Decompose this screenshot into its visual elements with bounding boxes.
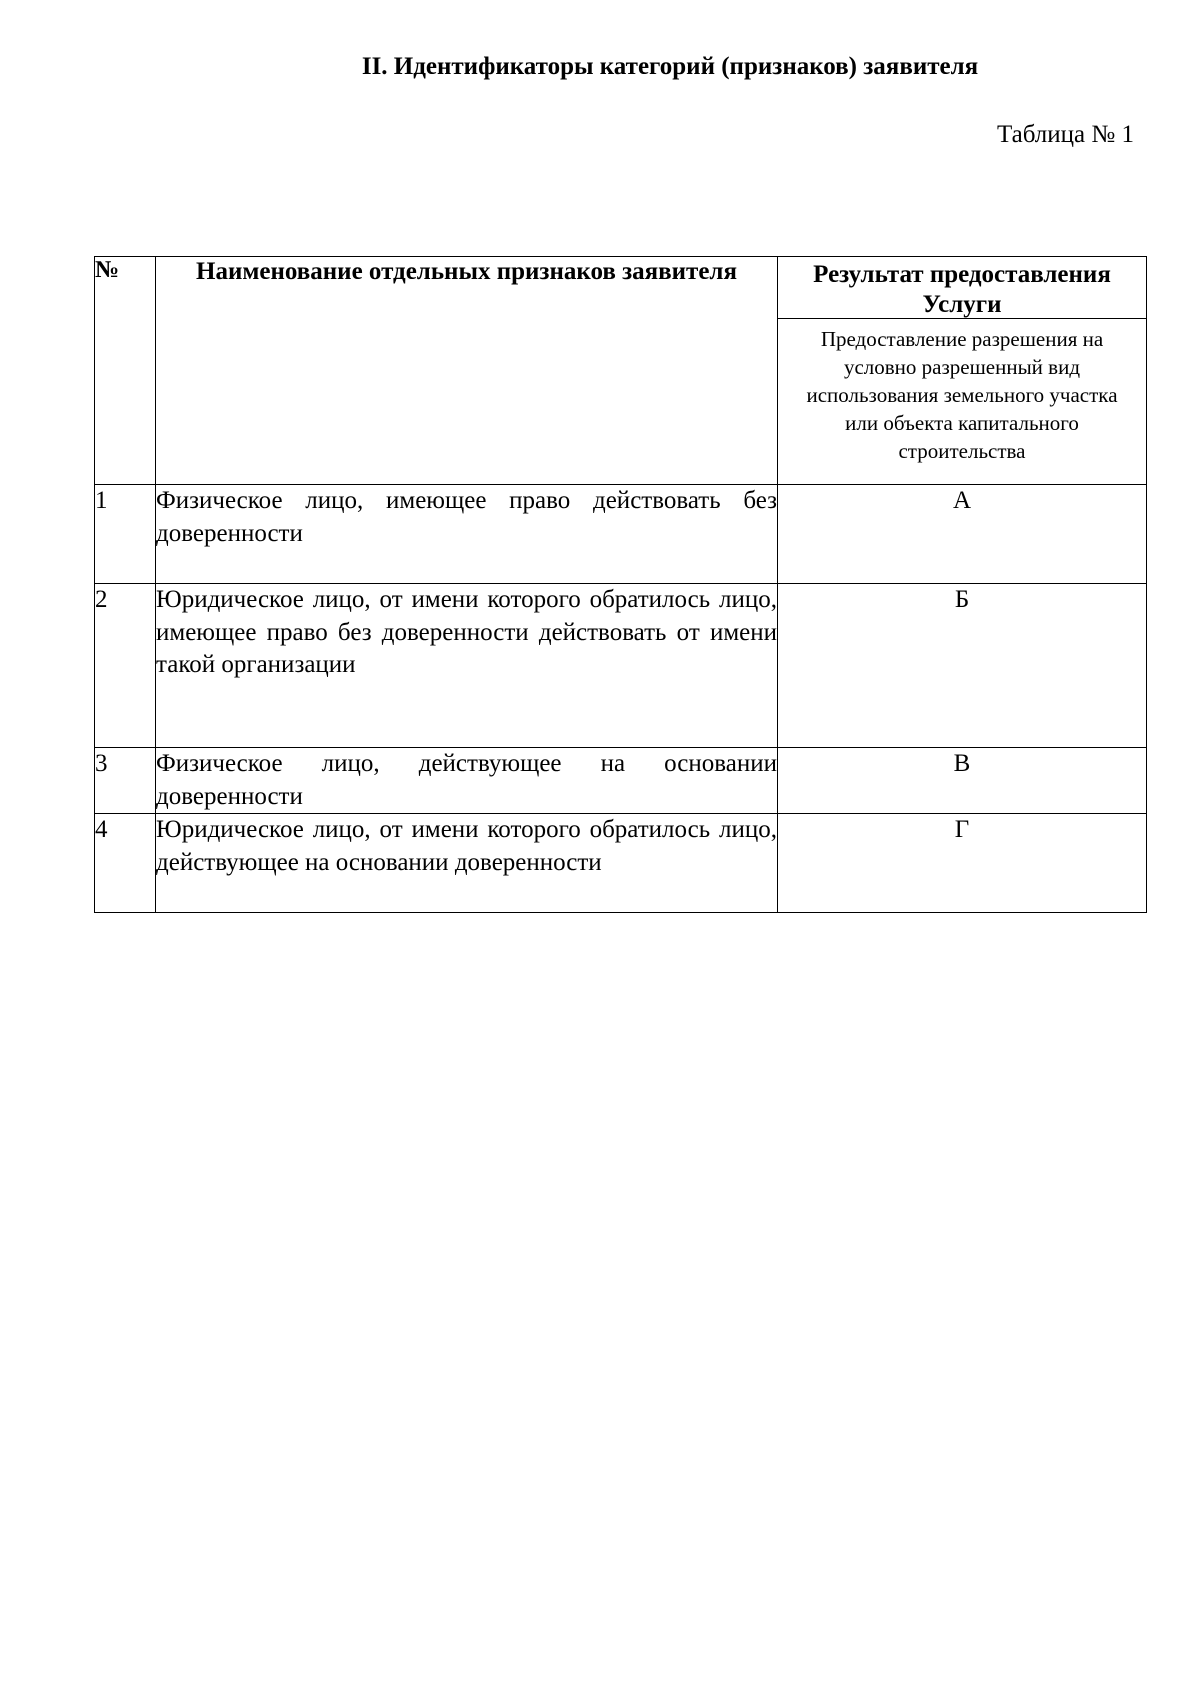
row-name: Физическое лицо, имеющее право действовать без доверенности [156, 485, 778, 584]
row-result: В [778, 748, 1147, 814]
header-number: № [95, 257, 156, 485]
table-row [95, 814, 1147, 913]
header-name-cell [156, 257, 778, 485]
table-row [95, 584, 1147, 748]
header-result: Результат предоставления Услуги [778, 257, 1146, 319]
row-number: 4 [95, 814, 156, 913]
header-result-cell [778, 257, 1147, 485]
row-number: 1 [95, 485, 156, 584]
row-name: Физическое лицо, действующее на основании доверенности [156, 748, 778, 814]
row-result: А [778, 485, 1147, 584]
row-number: 3 [95, 748, 156, 814]
table-header-row [95, 257, 1147, 485]
row-number: 2 [95, 584, 156, 748]
table-row [95, 748, 1147, 814]
header-name: Наименование отдельных признаков заявителя [196, 258, 737, 285]
table-row [95, 485, 1147, 584]
applicant-categories-table [94, 256, 1147, 913]
row-name: Юридическое лицо, от имени которого обратилось лицо, имеющее право без доверенности действовать от имени такой организации [156, 584, 778, 748]
row-name: Юридическое лицо, от имени которого обратилось лицо, действующее на основании доверенности [156, 814, 778, 913]
table-number-label: Таблица № 1 [996, 121, 1134, 148]
row-result: Г [778, 814, 1147, 913]
header-result-subtitle: Предоставление разрешения на условно разрешенный вид использования земельного участка или объекта капитального строительства [806, 327, 1118, 463]
section-heading: II. Идентификаторы категорий (признаков) заявителя [361, 53, 979, 80]
row-result: Б [778, 584, 1147, 748]
